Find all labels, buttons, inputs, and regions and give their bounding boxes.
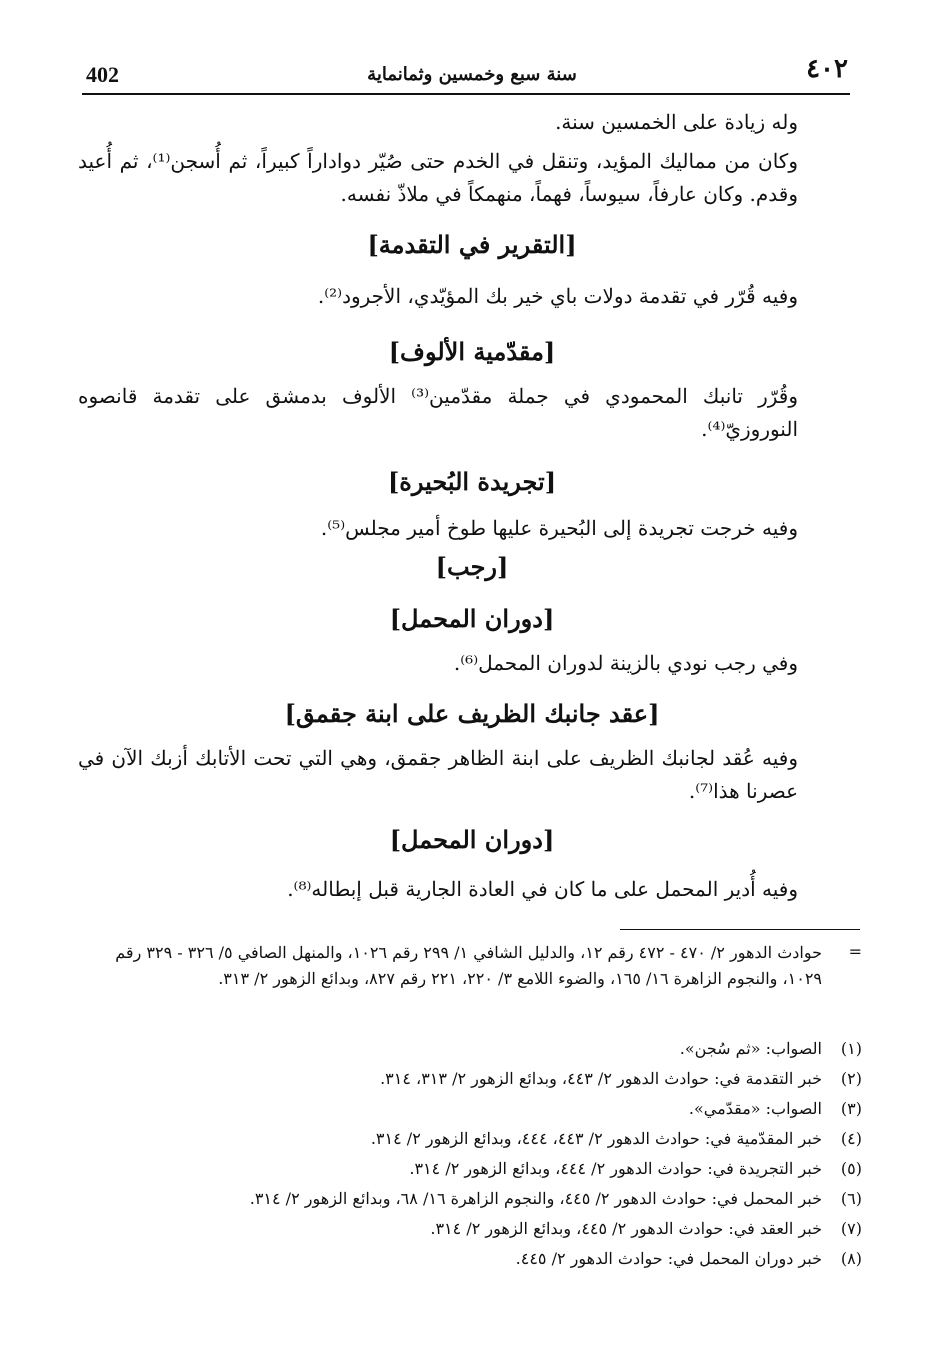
footnote-text: خبر دوران المحمل في: حوادث الدهور ٢/ ٤٤٥.	[515, 1249, 822, 1268]
paragraph-1: وله زيادة على الخمسين سنة.	[555, 110, 798, 134]
footnote-item	[72, 1186, 862, 1212]
footnote-number: (٨)	[840, 1249, 862, 1268]
page-number-arabic: ٤٠٢	[806, 54, 848, 84]
footnote-number: (٧)	[840, 1219, 862, 1238]
header-rule	[82, 93, 850, 95]
footnote-item	[72, 1066, 862, 1092]
paragraph-5: وفيه خرجت تجريدة إلى البُحيرة عليها طوخ أمير مجلس⁽⁵⁾.	[320, 516, 798, 540]
footnote-rule	[620, 929, 860, 930]
footnote-number: (٤)	[840, 1129, 862, 1148]
paragraph-6: وفي رجب نودي بالزينة لدوران المحمل⁽⁶⁾.	[453, 651, 798, 675]
footnote-text: خبر التقدمة في: حوادث الدهور ٢/ ٤٤٣، وبدائع الزهور ٢/ ٣١٣، ٣١٤.	[380, 1069, 822, 1088]
footnote-item	[72, 1156, 862, 1182]
heading-dawran-1: [دوران المحمل]	[389, 604, 555, 633]
paragraph-2: وكان من مماليك المؤيد، وتنقل في الخدم حتى صُيّر دواداراً كبيراً، ثم أُسجن⁽¹⁾، ثم أُعيد وقدم. وكان عارفاً، سيوساً، فهماً، منهمكاً في ملاذّ نفسه.	[78, 149, 798, 206]
footnote-number: (٣)	[840, 1099, 862, 1118]
footnote-text: الصواب: «مقدّمي».	[688, 1099, 822, 1118]
footnote-item	[72, 1246, 862, 1272]
footnote-item	[72, 1126, 862, 1152]
footnote-number: (٢)	[840, 1069, 862, 1088]
heading-muqaddamiya: [مقدّمية الألوف]	[388, 337, 556, 366]
footnote-item	[72, 1216, 862, 1242]
heading-tajrida: [تجريدة البُحيرة]	[387, 467, 557, 496]
continuation-mark: =	[848, 942, 862, 961]
page-number-latin: 402	[86, 62, 119, 87]
running-title: سنة سبع وخمسين وثمانماية	[367, 64, 577, 85]
paragraph-4: وقُرّر تانبك المحمودي في جملة مقدّمين⁽³⁾ الألوف بدمشق على تقدمة قانصوه النوروزيّ⁽⁴⁾.	[78, 384, 799, 441]
footnote-text: خبر التجريدة في: حوادث الدهور ٢/ ٤٤٤، وبدائع الزهور ٢/ ٣١٤.	[409, 1159, 822, 1178]
footnote-item	[72, 1096, 862, 1122]
footnote-text: خبر المحمل في: حوادث الدهور ٢/ ٤٤٥، والنجوم الزاهرة ١٦/ ٦٨، وبدائع الزهور ٢/ ٣١٤.	[249, 1189, 822, 1208]
heading-taqrir: [التقرير في التقدمة]	[367, 230, 577, 259]
footnote-number: (١)	[840, 1039, 862, 1058]
footnote-text: الصواب: «ثم سُجن».	[679, 1039, 822, 1058]
footnote-number: (٦)	[840, 1189, 862, 1208]
footnote-number: (٥)	[840, 1159, 862, 1178]
paragraph-8: وفيه أُدير المحمل على ما كان في العادة الجارية قبل إبطاله⁽⁸⁾.	[287, 877, 798, 901]
footnote-item	[72, 1036, 862, 1062]
paragraph-3: وفيه قُرّر في تقدمة دولات باي خير بك المؤيّدي، الأجرود⁽²⁾.	[317, 284, 798, 308]
heading-rajab: [رجب]	[435, 552, 509, 581]
heading-aqd: [عقد جانبك الظريف على ابنة جقمق]	[284, 699, 660, 728]
footnote-text: خبر العقد في: حوادث الدهور ٢/ ٤٤٥، وبدائع الزهور ٢/ ٣١٤.	[430, 1219, 822, 1238]
heading-dawran-2: [دوران المحمل]	[389, 825, 555, 854]
footnote-continuation: حوادث الدهور ٢/ ٤٧٠ - ٤٧٢ رقم ١٢، والدليل الشافي ١/ ٢٩٩ رقم ١٠٢٦، والمنهل الصافي ٥/ ٣٢٦ - ٣٢٩ رقم ١٠٢٩، والنجوم الزاهرة ١٦/ ١٦٥، والضوء اللامع ٣/ ٢٢٠، ٢٢١ رقم ٨٢٧، وبدائع الزهور ٢/ ٣١٣.	[115, 943, 822, 988]
footnote-text: خبر المقدّمية في: حوادث الدهور ٢/ ٤٤٣، ٤٤٤، وبدائع الزهور ٢/ ٣١٤.	[370, 1129, 822, 1148]
paragraph-7: وفيه عُقد لجانبك الظريف على ابنة الظاهر جقمق، وهي التي تحت الأتابك أزبك الآن في عصرنا هذا⁽⁷⁾.	[78, 746, 798, 803]
